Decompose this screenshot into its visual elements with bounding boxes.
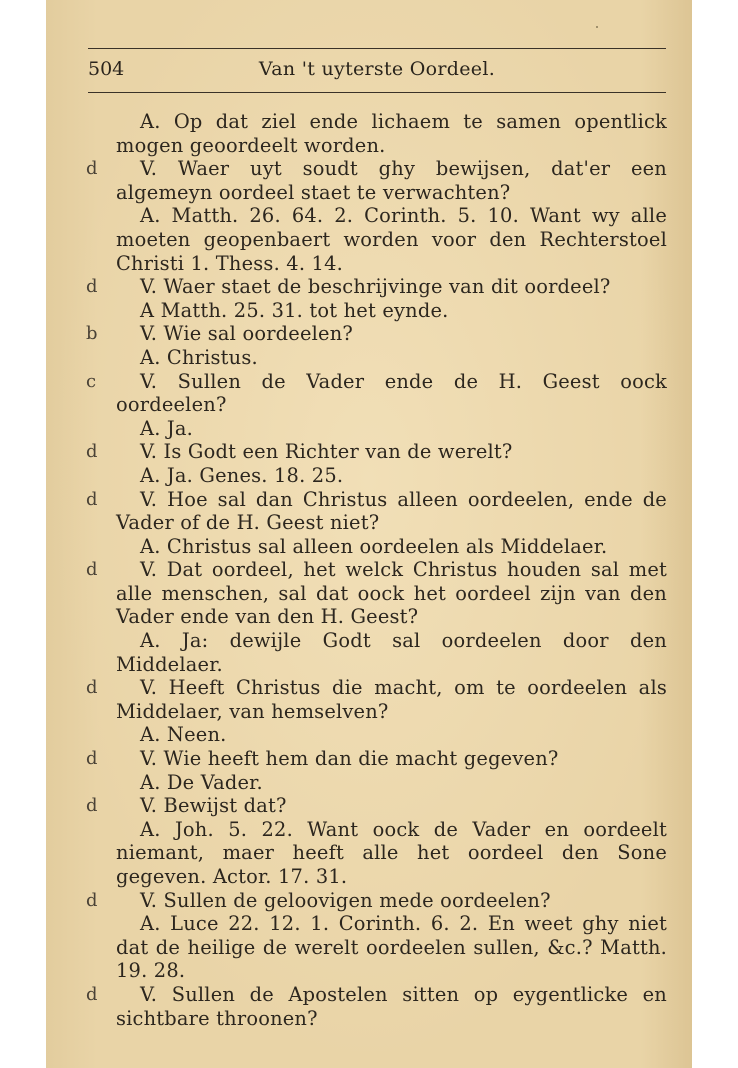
margin-mark: d (86, 559, 98, 581)
answer-paragraph (116, 346, 667, 370)
question-paragraph (86, 888, 667, 913)
question-paragraph (86, 157, 667, 204)
margin-mark: d (86, 441, 98, 463)
margin-mark: d (86, 276, 98, 298)
margin-mark: b (86, 323, 98, 345)
paragraph-text: A. Joh. 5. 22. Want oock de Vader en oordeelt niemant, maer heeft alle het oordeel den Sone gegeven. Actor. 17. 31. (116, 817, 667, 888)
paragraph-text: V. Sullen de Apostelen sitten op eygentlicke en sichtbare throonen? (116, 982, 667, 1030)
paragraph-text: V. Waer staet de beschrijvinge van dit oordeel? (140, 275, 611, 299)
answer-paragraph (116, 417, 667, 441)
paragraph-text: A Matth. 25. 31. tot het eynde. (140, 298, 449, 322)
paper-speck (596, 26, 598, 28)
margin-mark: d (86, 889, 98, 911)
paragraph-text: V. Waer uyt soudt ghy bewijsen, dat'er een algemeyn oordeel staet te verwachten? (116, 157, 667, 204)
running-title: Van 't uyterste Oordeel. (258, 58, 496, 80)
question-paragraph (86, 487, 667, 535)
paragraph-text: A. Op dat ziel ende lichaem te samen opentlick mogen geoordeelt worden. (116, 110, 667, 157)
page-header (88, 58, 666, 86)
answer-paragraph (116, 110, 667, 157)
answer-paragraph (116, 818, 667, 889)
question-paragraph (86, 369, 667, 417)
paragraph-text: A. De Vader. (140, 770, 263, 794)
paragraph-text: V. Heeft Christus die macht, om te oordeelen als Middelaer, van hemselven? (116, 676, 667, 723)
body-text (86, 110, 667, 1030)
page-number: 504 (88, 58, 125, 80)
margin-mark: d (86, 158, 98, 180)
margin-mark: d (86, 677, 98, 699)
paragraph-text: A. Luce 22. 12. 1. Corinth. 6. 2. En weet ghy niet dat de heilige de werelt oordeelen sullen, &c.? Matth. 19. 28. (116, 912, 667, 983)
paragraph-text: V. Sullen de geloovigen mede oordeelen? (140, 888, 551, 912)
paragraph-text: A. Matth. 26. 64. 2. Corinth. 5. 10. Want wy alle moeten geopenbaert worden voor den Rechterstoel Christi 1. Thess. 4. 14. (116, 204, 667, 275)
paragraph-text: V. Wie sal oordeelen? (140, 322, 353, 346)
margin-mark: d (86, 795, 98, 817)
paragraph-text: A. Ja. (140, 416, 194, 440)
header-rule-bottom (88, 92, 666, 93)
paragraph-text: A. Christus sal alleen oordeelen als Middelaer. (140, 534, 608, 558)
paragraph-text: A. Ja: dewijle Godt sal oordeelen door den Middelaer. (116, 629, 667, 676)
answer-paragraph (116, 299, 667, 323)
answer-paragraph (116, 912, 667, 983)
answer-paragraph (116, 464, 667, 488)
answer-paragraph (116, 629, 667, 676)
question-paragraph (86, 322, 667, 346)
paragraph-text: V. Sullen de Vader ende de H. Geest oock oordeelen? (116, 369, 667, 417)
question-paragraph (86, 747, 667, 771)
question-paragraph (86, 558, 667, 629)
question-paragraph (86, 676, 667, 723)
question-paragraph (86, 794, 667, 818)
paragraph-text: V. Wie heeft hem dan die macht gegeven? (140, 747, 559, 771)
paragraph-text: A. Christus. (140, 345, 258, 369)
paragraph-text: A. Ja. Genes. 18. 25. (140, 463, 344, 487)
question-paragraph (86, 275, 667, 299)
answer-paragraph (116, 723, 667, 747)
header-rule-top (88, 48, 666, 49)
paragraph-text: A. Neen. (140, 723, 227, 747)
paragraph-text: V. Dat oordeel, het welck Christus houden sal met alle menschen, sal dat oock het oordeel zijn van den Vader ende van den H. Geest? (116, 558, 667, 629)
answer-paragraph (116, 771, 667, 795)
answer-paragraph (116, 204, 667, 275)
margin-mark: c (86, 370, 97, 392)
paragraph-text: V. Hoe sal dan Christus alleen oordeelen, ende de Vader of de H. Geest niet? (116, 487, 667, 535)
answer-paragraph (116, 535, 667, 559)
question-paragraph (86, 440, 667, 464)
question-paragraph (86, 982, 667, 1030)
margin-mark: d (86, 748, 98, 770)
margin-mark: d (86, 983, 98, 1005)
margin-mark: d (86, 488, 98, 510)
paragraph-text: V. Is Godt een Richter van de werelt? (140, 440, 513, 464)
paragraph-text: V. Bewijst dat? (140, 794, 287, 818)
